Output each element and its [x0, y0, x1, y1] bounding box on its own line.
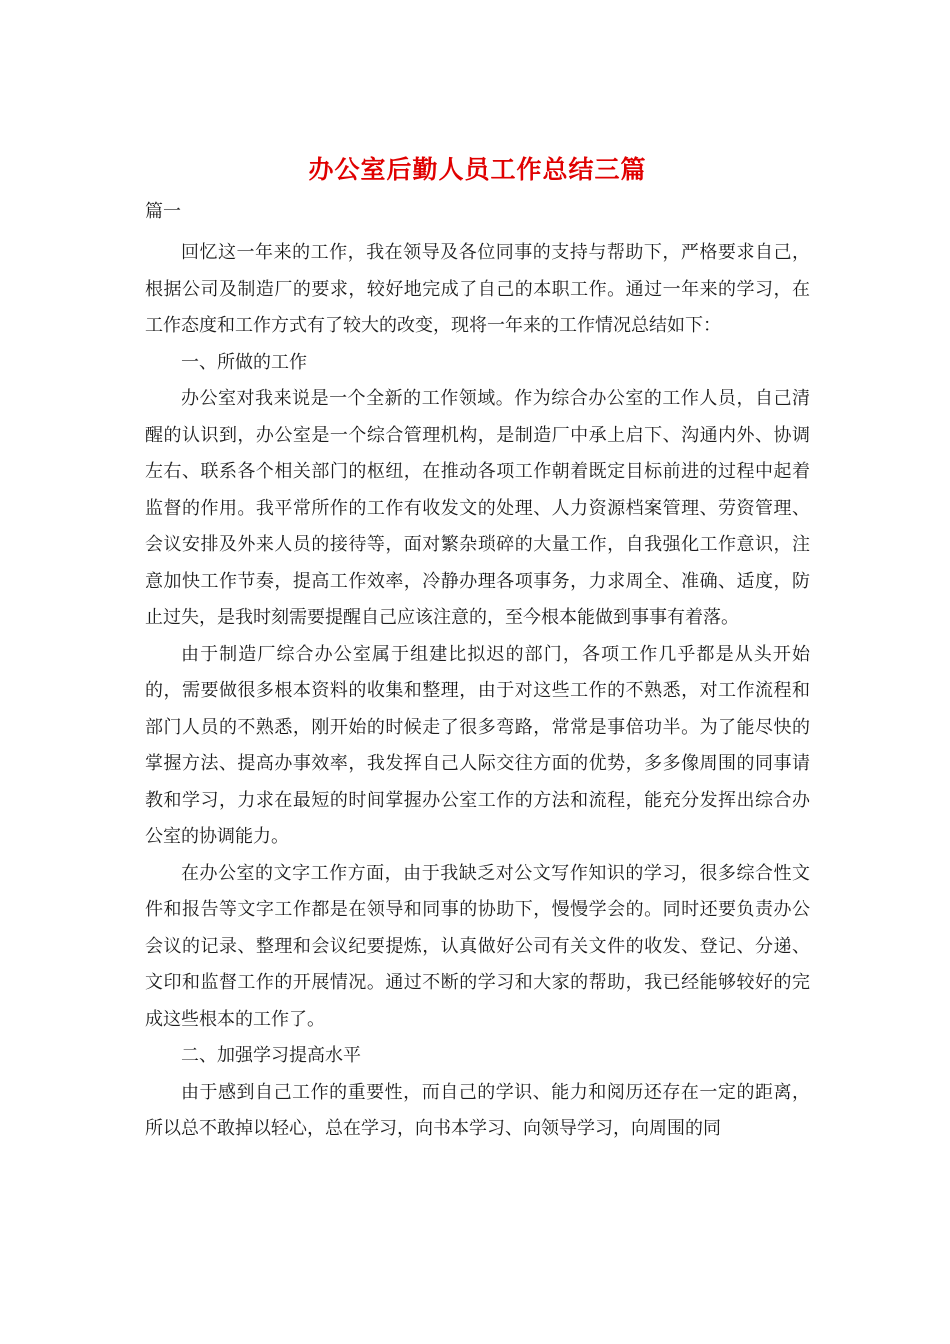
paragraph-learning: 由于感到自己工作的重要性，而自己的学识、能力和阅历还存在一定的距离，所以总不敢掉以轻心，总在学习，向书本学习、向领导学习，向周围的同 — [145, 1081, 810, 1139]
heading-strengthen-learning: 二、加强学习提高水平 — [181, 1045, 361, 1066]
section-label: 篇一 — [145, 201, 181, 222]
paragraph-intro: 回忆这一年来的工作，我在领导及各位同事的支持与帮助下，严格要求自己，根据公司及制造厂的要求，较好地完成了自己的本职工作。通过一年来的学习，在工作态度和工作方式有了较大的改变，现将一年来的工作情况总结如下： — [145, 242, 810, 336]
paragraph-writing-work: 在办公室的文字工作方面，由于我缺乏对公文写作知识的学习，很多综合性文件和报告等文字工作都是在领导和同事的协助下，慢慢学会的。同时还要负责办公会议的记录、整理和会议纪要提炼，认真做好公司有关文件的收发、登记、分递、文印和监督工作的开展情况。通过不断的学习和大家的帮助，我已经能够较好的完成这些根本的工作了。 — [145, 862, 810, 1030]
document-page — [145, 148, 810, 1148]
paragraph-early-difficulties: 由于制造厂综合办公室属于组建比拟迟的部门，各项工作几乎都是从头开始的，需要做很多根本资料的收集和整理，由于对这些工作的不熟悉，对工作流程和部门人员的不熟悉，刚开始的时候走了很多弯路，常常是事倍功半。为了能尽快的掌握方法、提高办事效率，我发挥自己人际交往方面的优势，多多像周围的同事请教和学习，力求在最短的时间掌握办公室工作的方法和流程，能充分发挥出综合办公室的协调能力。 — [145, 643, 810, 847]
document-title: 办公室后勤人员工作总结三篇 — [308, 155, 647, 184]
paragraph-office-role: 办公室对我来说是一个全新的工作领域。作为综合办公室的工作人员，自己清醒的认识到，办公室是一个综合管理机构，是制造厂中承上启下、沟通内外、协调左右、联系各个相关部门的枢纽，在推动各项工作朝着既定目标前进的过程中起着监督的作用。我平常所作的工作有收发文的处理、人力资源档案管理、劳资管理、会议安排及外来人员的接待等，面对繁杂琐碎的大量工作，自我强化工作意识，注意加快工作节奏，提高工作效率，冷静办理各项事务，力求周全、准确、适度，防止过失，是我时刻需要提醒自己应该注意的，至今根本能做到事事有着落。 — [145, 388, 810, 628]
heading-work-done: 一、所做的工作 — [181, 351, 307, 373]
